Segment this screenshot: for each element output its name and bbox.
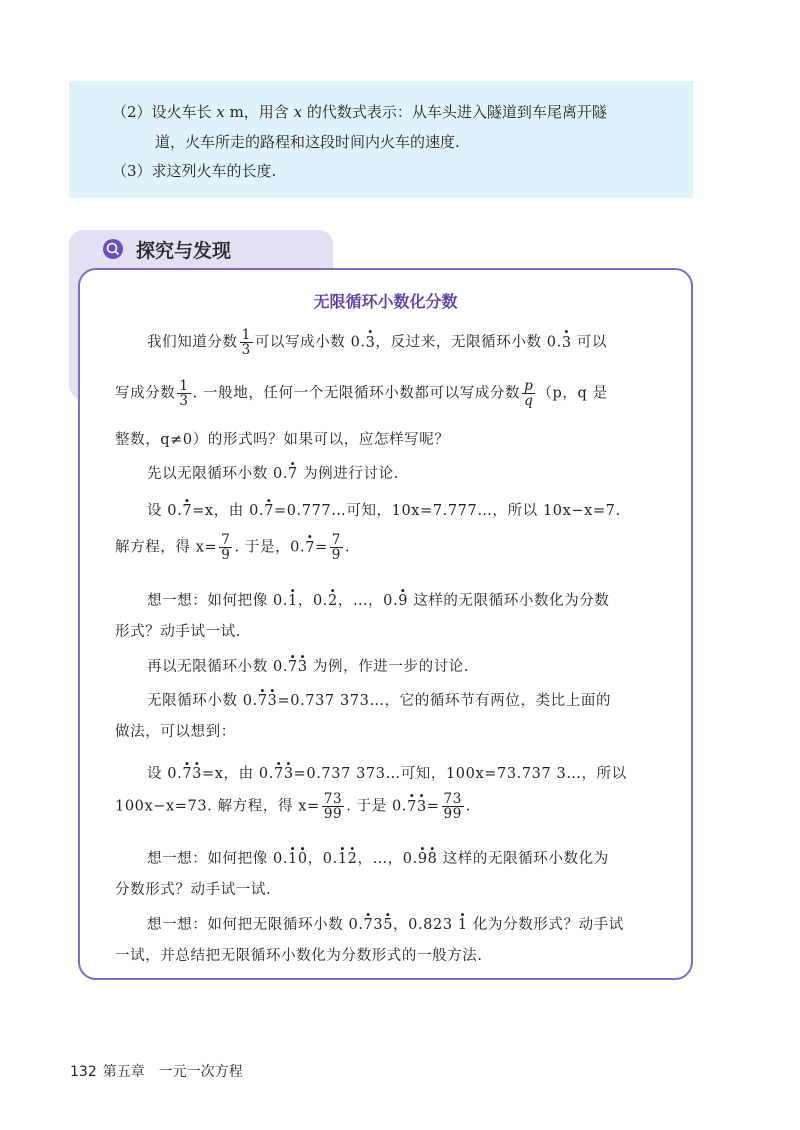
text: 想一想：如何把像 0. bbox=[147, 851, 289, 867]
text: ，反过来，无限循环小数 0. bbox=[375, 334, 562, 351]
text: 我们知道分数 bbox=[147, 334, 238, 351]
text: ，…，0. bbox=[337, 593, 399, 609]
repeating-digit: 1 · bbox=[338, 851, 348, 867]
paragraph-line: 一试，并总结把无限循环小数化为分数形式的一般方法. bbox=[115, 948, 483, 964]
paragraph-line bbox=[115, 533, 350, 562]
repeating-digit: 7 · bbox=[274, 766, 284, 782]
fraction bbox=[330, 533, 343, 562]
repeating-digit: 9 · bbox=[398, 593, 408, 609]
repeating-digit: 7 · bbox=[182, 503, 192, 519]
variable-x: x bbox=[293, 103, 303, 121]
text: 100x−x=73. 解方程，得 x= bbox=[115, 798, 320, 815]
text: ，0. bbox=[307, 851, 338, 867]
repeating-digit: 7 · bbox=[182, 766, 192, 782]
repeating-digit: 1 · bbox=[288, 851, 298, 867]
text: =x，由 0. bbox=[192, 503, 265, 519]
paragraph-line bbox=[115, 379, 608, 408]
text: 写成分数 bbox=[115, 385, 176, 402]
repeating-digit: 3 · bbox=[417, 799, 427, 815]
section-tab-title: 探究与发现 bbox=[136, 240, 232, 262]
repeating-digit: 7 · bbox=[364, 917, 374, 933]
repeating-digit: 7 · bbox=[288, 466, 298, 482]
page-footer bbox=[70, 1061, 243, 1081]
paragraph-line bbox=[147, 589, 610, 610]
paragraph-line bbox=[147, 762, 627, 783]
denominator: 99 bbox=[443, 806, 462, 823]
text: . 于是 0. bbox=[346, 798, 408, 815]
repeating-digit: 3 · bbox=[284, 766, 294, 782]
numerator: p bbox=[524, 378, 534, 394]
text: ，0. bbox=[297, 593, 329, 609]
text: 解方程，得 x= bbox=[115, 539, 218, 556]
repeating-digit: 8 · bbox=[428, 851, 438, 867]
text: . bbox=[345, 539, 351, 556]
numerator: 1 bbox=[179, 378, 189, 394]
fraction bbox=[219, 533, 232, 562]
text: =0.737 373…，它的循环节有两位，类比上面的 bbox=[277, 693, 612, 709]
text: ，…，0. bbox=[357, 851, 418, 867]
text: 想一想：如何把像 0. bbox=[147, 593, 289, 609]
text: ，0.823 bbox=[393, 917, 458, 933]
explore-icon bbox=[102, 238, 124, 260]
denominator: 9 bbox=[331, 547, 341, 564]
text: . bbox=[465, 798, 472, 815]
fraction bbox=[322, 792, 344, 821]
variable-x: x bbox=[216, 103, 225, 121]
question-2-mid: m，用含 bbox=[224, 103, 289, 121]
repeating-digit: 3 · bbox=[366, 335, 376, 351]
chapter-title: 第五章 一元一次方程 bbox=[102, 1064, 243, 1080]
numerator: 73 bbox=[323, 791, 343, 807]
paragraph-line bbox=[147, 499, 621, 520]
fraction bbox=[240, 328, 253, 357]
repeating-digit: 0 · bbox=[298, 851, 308, 867]
text: （p，q 是 bbox=[537, 385, 608, 402]
repeating-digit: 3 · bbox=[298, 659, 308, 675]
denominator: 3 bbox=[179, 393, 189, 410]
text: 为例，作进一步的讨论. bbox=[307, 659, 470, 675]
paragraph-line bbox=[147, 913, 624, 934]
text: = bbox=[426, 798, 440, 815]
repeating-digit: 7 · bbox=[258, 693, 268, 709]
numerator: 1 bbox=[241, 327, 251, 343]
denominator: 99 bbox=[323, 806, 343, 823]
fraction bbox=[177, 379, 190, 408]
paragraph-line bbox=[115, 792, 471, 821]
repeating-digit: 1 · bbox=[458, 917, 468, 933]
text: 这样的无限循环小数化为 bbox=[437, 851, 609, 867]
repeating-digit: 3 · bbox=[562, 335, 572, 351]
text: = bbox=[315, 539, 328, 556]
paragraph-line bbox=[147, 689, 611, 710]
text: 先以无限循环小数 0. bbox=[147, 466, 289, 482]
question-2-prefix: （2）设火车长 bbox=[112, 103, 212, 121]
card-title: 无限循环小数化分数 bbox=[313, 292, 458, 311]
text: 为例进行讨论. bbox=[297, 466, 399, 482]
question-2-line-2: 道，火车所走的路程和这段时间内火车的速度. bbox=[155, 133, 460, 151]
repeating-digit: 2 · bbox=[348, 851, 358, 867]
question-2-line-1 bbox=[112, 101, 607, 122]
text: 这样的无限循环小数化为分数 bbox=[408, 593, 610, 609]
paragraph-line bbox=[147, 655, 469, 676]
page-number: 132 bbox=[70, 1064, 97, 1080]
text: =0.737 373…可知，100x=73.737 3…，所以 bbox=[293, 766, 627, 782]
text: 可以 bbox=[571, 334, 608, 351]
text: 化为分数形式？动手试 bbox=[467, 917, 624, 933]
digit: 3 bbox=[373, 917, 384, 933]
paragraph-line: 形式？动手试一试. bbox=[115, 624, 242, 640]
text: 再以无限循环小数 0. bbox=[147, 659, 289, 675]
numerator: 7 bbox=[331, 532, 341, 548]
repeating-digit: 7 · bbox=[264, 503, 274, 519]
text: 设 0. bbox=[147, 503, 183, 519]
paragraph-line: 做法，可以想到： bbox=[115, 724, 236, 740]
repeating-digit: 9 · bbox=[418, 851, 428, 867]
text: 设 0. bbox=[147, 766, 183, 782]
question-3: （3）求这列火车的长度. bbox=[112, 162, 277, 180]
text: 想一想：如何把无限循环小数 0. bbox=[147, 917, 364, 933]
repeating-digit: 3 · bbox=[192, 766, 202, 782]
paragraph-line bbox=[147, 462, 399, 483]
fraction bbox=[442, 792, 464, 821]
repeating-digit: 7 · bbox=[407, 799, 417, 815]
text: =x，由 0. bbox=[202, 766, 274, 782]
paragraph-line: 分数形式？动手试一试. bbox=[115, 882, 272, 898]
repeating-digit: 3 · bbox=[268, 693, 278, 709]
question-2-rest: 的代数式表示：从车头进入隧道到车尾离开隧 bbox=[306, 103, 607, 121]
repeating-digit: 7 · bbox=[288, 659, 298, 675]
repeating-digit: 5 · bbox=[383, 917, 393, 933]
fraction bbox=[522, 379, 535, 408]
repeating-digit: 7 · bbox=[305, 540, 315, 556]
repeating-digit: 2 · bbox=[328, 593, 338, 609]
text: =0.777…可知，10x=7.777…，所以 10x−x=7. bbox=[273, 503, 621, 519]
text: 可以写成小数 0. bbox=[254, 334, 366, 351]
text: . 于是，0. bbox=[234, 539, 306, 556]
paragraph-line bbox=[147, 847, 609, 868]
denominator: 9 bbox=[221, 547, 231, 564]
numerator: 7 bbox=[221, 532, 231, 548]
text: . 一般地，任何一个无限循环小数都可以写成分数 bbox=[192, 385, 521, 402]
paragraph-line bbox=[147, 328, 607, 357]
denominator: 3 bbox=[241, 342, 251, 359]
paragraph-line: 整数，q≠0）的形式吗？如果可以，应怎样写呢？ bbox=[115, 432, 450, 448]
numerator: 73 bbox=[443, 791, 462, 807]
repeating-digit: 1 · bbox=[288, 593, 298, 609]
text: 无限循环小数 0. bbox=[147, 693, 258, 709]
denominator: q bbox=[524, 393, 534, 410]
